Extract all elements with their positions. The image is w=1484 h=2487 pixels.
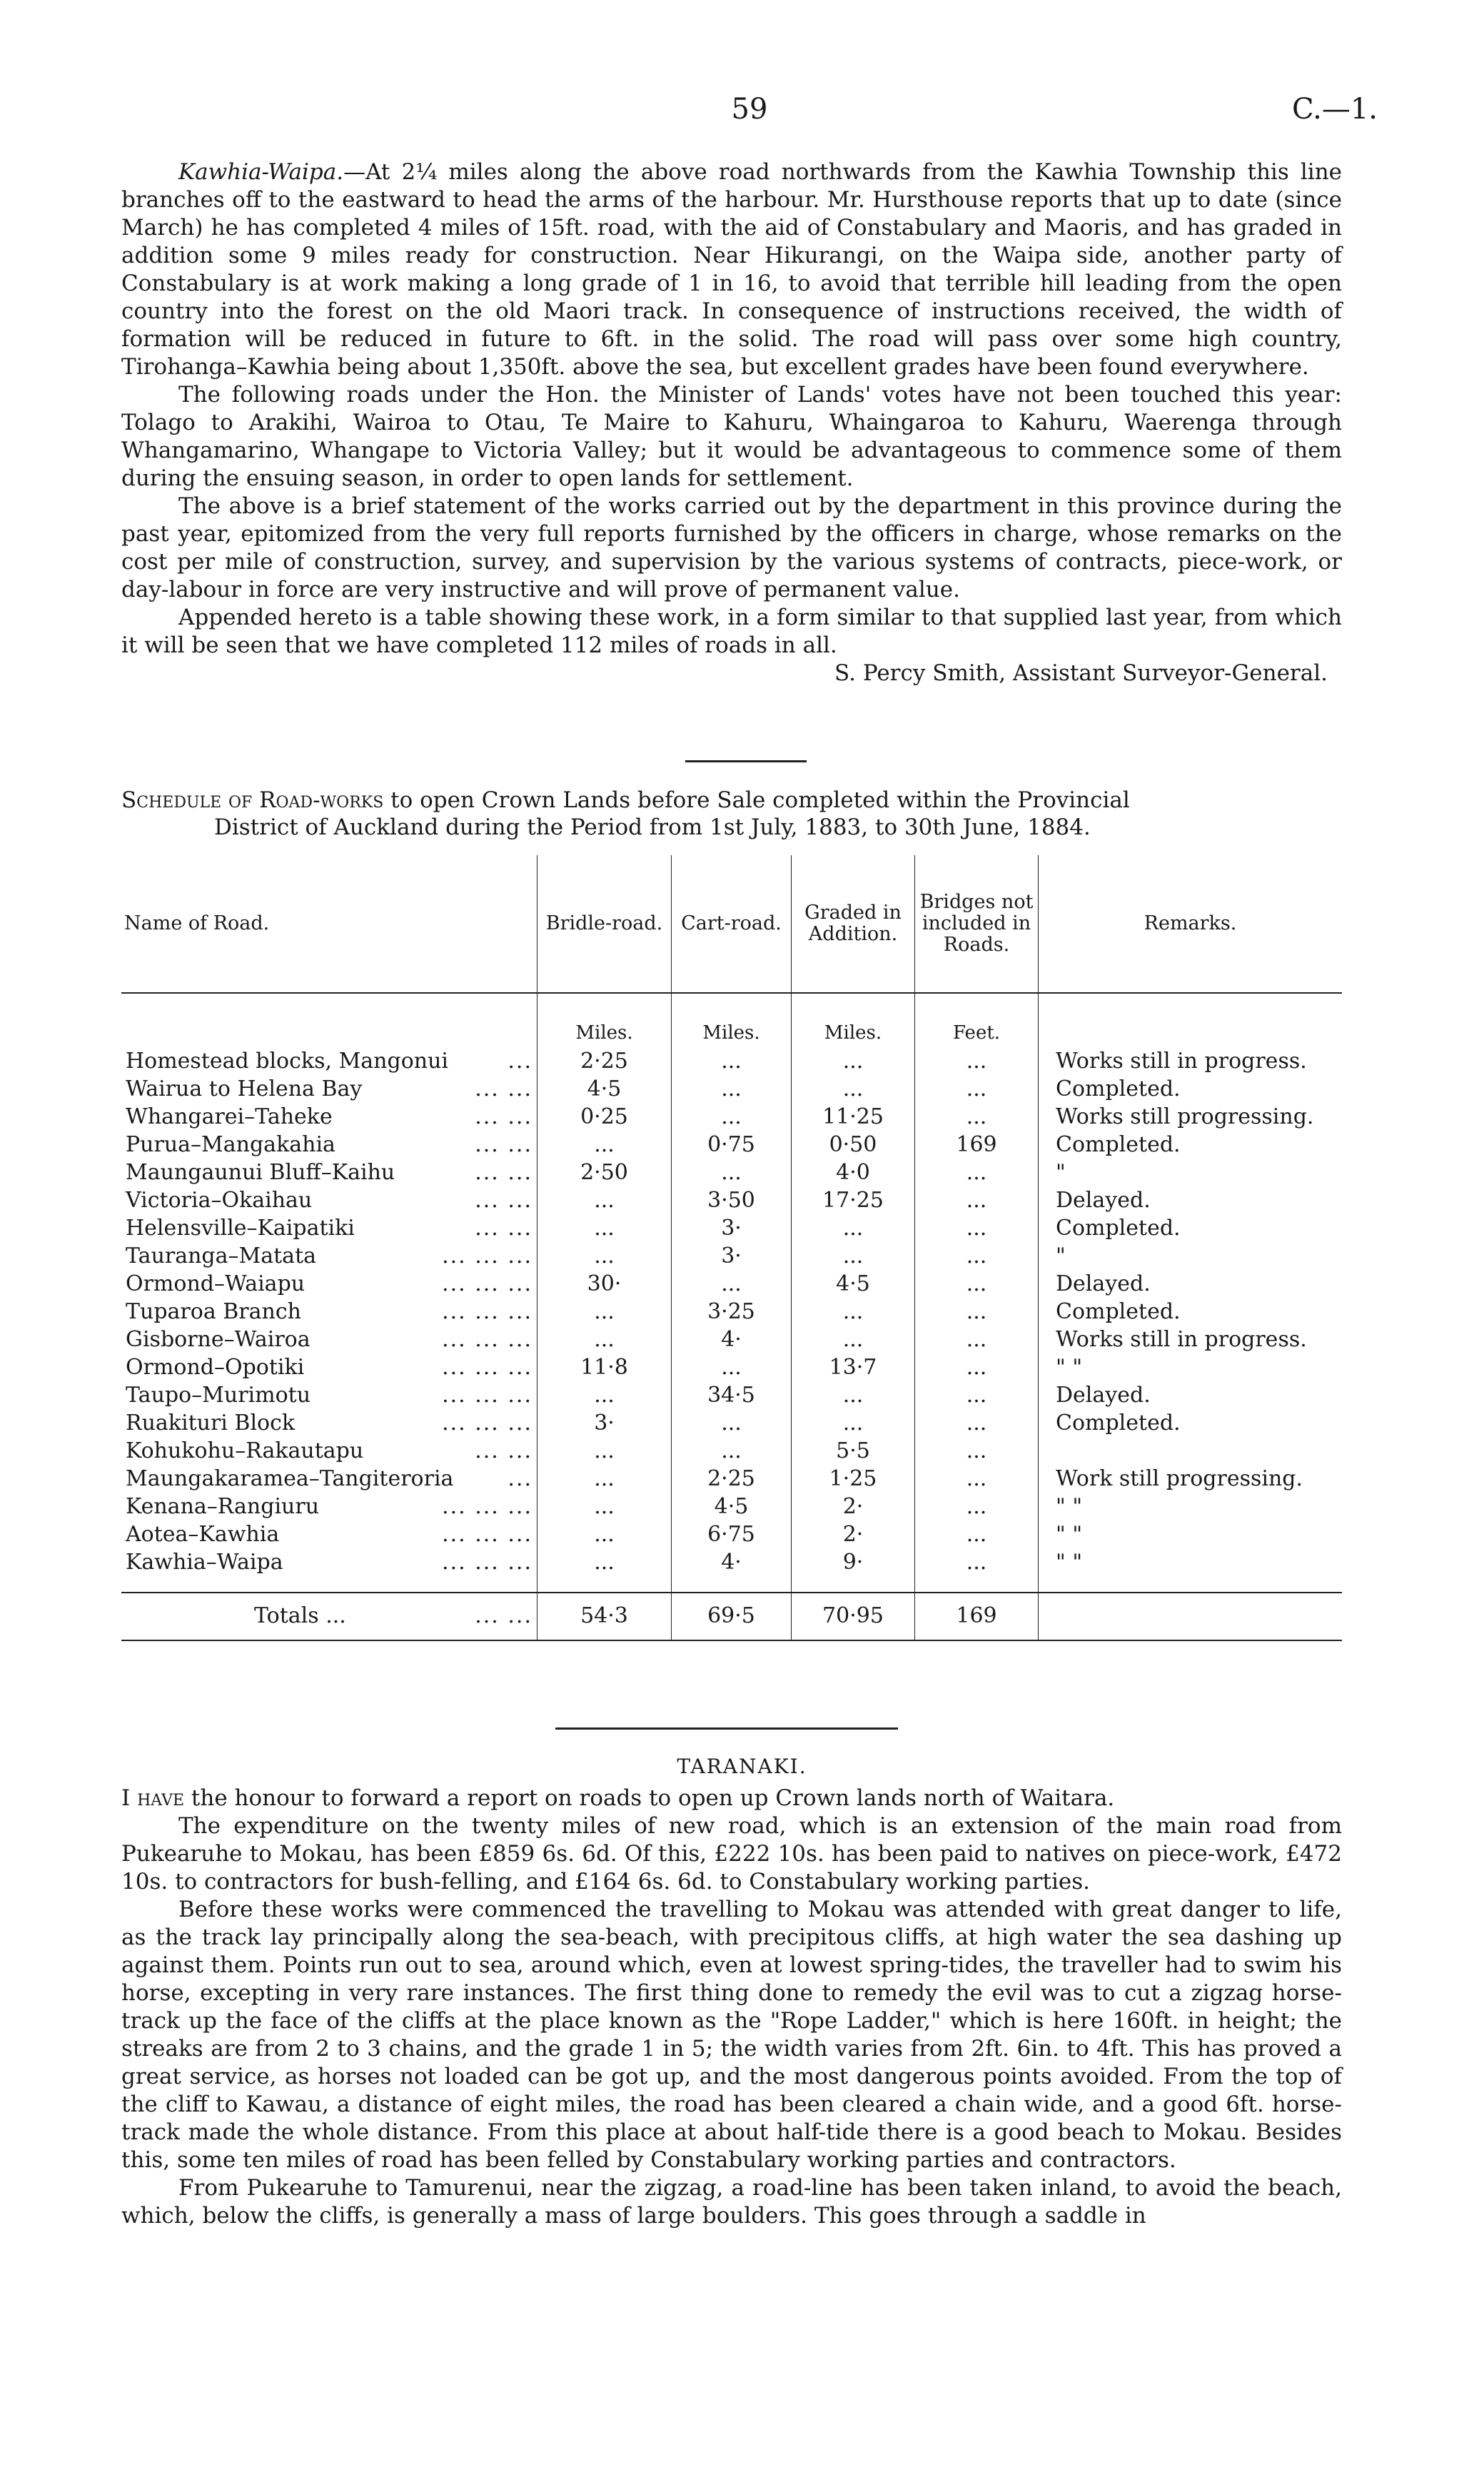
leader-dots: ... ... <box>475 1104 532 1129</box>
leader-dots: ... ... <box>475 1188 532 1213</box>
bridges-value: ... <box>915 1409 1039 1437</box>
table-row <box>121 1326 1342 1353</box>
cart-value: 2·25 <box>672 1465 792 1493</box>
road-name: Victoria–Okaihau <box>126 1188 313 1213</box>
schedule-title-lead: Schedule of Road-works <box>121 787 384 813</box>
graded-value: ... <box>792 1298 915 1326</box>
graded-value: ... <box>792 1047 915 1075</box>
taranaki-section <box>121 1785 1342 2230</box>
bridle-value: ... <box>537 1186 672 1214</box>
remarks-value: " <box>1039 1242 1343 1270</box>
table-header-row <box>121 855 1342 993</box>
remarks-value: Completed. <box>1039 1409 1343 1437</box>
remarks-value: Works still progressing. <box>1039 1103 1343 1131</box>
page-number: 59 <box>731 93 768 126</box>
table-row <box>121 1242 1342 1270</box>
remarks-value: Works still in progress. <box>1039 1047 1343 1075</box>
bridges-value: 169 <box>915 1131 1039 1159</box>
remarks-value: Completed. <box>1039 1131 1343 1159</box>
bridges-value: ... <box>915 1520 1039 1548</box>
remarks-value: " " <box>1039 1353 1343 1381</box>
divider <box>555 1727 898 1730</box>
table-row <box>121 1493 1342 1520</box>
schedule-title: Schedule of Road-works to open Crown Lands before Sale completed within the Provincial District of Auckland during the Period from 1st July, 1883, to 30th June, 1884. <box>121 787 1130 840</box>
bridges-value: ... <box>915 1214 1039 1242</box>
remarks-value: Completed. <box>1039 1214 1343 1242</box>
paragraph: The above is a brief statement of the works carried out by the department in this province during the past year, epitomized from the very full reports furnished by the officers in charge, whose remarks on the cost per mile of construction, survey, and supervision by the various systems of contracts, piece-work, or day-labour in force are very instructive and will prove of permanent value. <box>121 493 1342 602</box>
leader-dots: ... ... <box>475 1216 532 1241</box>
bridges-value: ... <box>915 1242 1039 1270</box>
total-bridges: 169 <box>915 1593 1039 1640</box>
bridle-value: ... <box>537 1131 672 1159</box>
total-bridle: 54·3 <box>537 1593 672 1640</box>
bridges-value: ... <box>915 1298 1039 1326</box>
graded-value: ... <box>792 1075 915 1103</box>
road-name: Ormond–Waiapu <box>126 1271 306 1296</box>
leader-dots: ... ... ... <box>442 1244 532 1268</box>
remarks-value: " " <box>1039 1493 1343 1520</box>
unit-cart: Miles. <box>672 993 792 1047</box>
unit-bridges: Feet. <box>915 993 1039 1047</box>
graded-value: ... <box>792 1409 915 1437</box>
bridle-value: ... <box>537 1326 672 1353</box>
table-row <box>121 1548 1342 1593</box>
road-name: Kohukohu–Rakautapu <box>126 1438 364 1463</box>
table-row <box>121 1047 1342 1075</box>
col-graded-header: Graded in Addition. <box>792 855 915 993</box>
bridle-value: ... <box>537 1437 672 1465</box>
table-row <box>121 1186 1342 1214</box>
cart-value: 6·75 <box>672 1520 792 1548</box>
road-name: Helensville–Kaipatiki <box>126 1216 355 1241</box>
road-name: Homestead blocks, Mangonui <box>126 1049 448 1074</box>
road-name: Purua–Mangakahia <box>126 1132 335 1157</box>
totals-row <box>121 1593 1342 1640</box>
graded-value: 2· <box>792 1493 915 1520</box>
table-row <box>121 1409 1342 1437</box>
cart-value: ... <box>672 1353 792 1381</box>
cart-value: 3·50 <box>672 1186 792 1214</box>
graded-value: 11·25 <box>792 1103 915 1131</box>
document-code: C.—1. <box>1291 93 1378 126</box>
cart-value: 3·25 <box>672 1298 792 1326</box>
leader-dots: ... ... ... <box>442 1494 532 1519</box>
bridle-value: 3· <box>537 1409 672 1437</box>
graded-value: ... <box>792 1326 915 1353</box>
graded-value: ... <box>792 1381 915 1409</box>
leader-dots: ... ... ... <box>442 1271 532 1296</box>
kawhia-waipa-section <box>121 158 1342 687</box>
leader-dots: ... ... ... <box>442 1550 532 1575</box>
bridle-value: ... <box>537 1493 672 1520</box>
total-cart: 69·5 <box>672 1593 792 1640</box>
leader-dots: ... ... ... <box>442 1522 532 1547</box>
col-bridges-header: Bridges not included in Roads. <box>915 855 1039 993</box>
road-name: Taupo–Murimotu <box>126 1383 311 1408</box>
table-row <box>121 1520 1342 1548</box>
bridges-value: ... <box>915 1326 1039 1353</box>
road-name: Ruakituri Block <box>126 1411 296 1436</box>
table-row <box>121 1159 1342 1186</box>
leader-dots: ... ... ... <box>442 1327 532 1352</box>
table-row <box>121 1103 1342 1131</box>
paragraph: The following roads under the Hon. the Minister of Lands' votes have not been touched this year: Tolago to Arakihi, Wairoa to Otau, Te Maire to Kahuru, Whaingaroa to Kahuru, Waerenga through Whangamarino, Whangape to Victoria Valley; but it would be advantageous to commence some of them during the ensuing season, in order to open lands for settlement. <box>121 382 1342 491</box>
bridges-value: ... <box>915 1270 1039 1298</box>
cart-value: 3· <box>672 1214 792 1242</box>
cart-value: ... <box>672 1103 792 1131</box>
road-name: Tauranga–Matata <box>126 1244 317 1268</box>
col-bridle-header: Bridle-road. <box>537 855 672 993</box>
table-row <box>121 1270 1342 1298</box>
remarks-value: " " <box>1039 1548 1343 1593</box>
graded-value: ... <box>792 1242 915 1270</box>
road-name: Kenana–Rangiuru <box>126 1494 320 1519</box>
road-name: Aotea–Kawhia <box>126 1522 280 1547</box>
remarks-value: Completed. <box>1039 1075 1343 1103</box>
bridle-value: 2·25 <box>537 1047 672 1075</box>
table-row <box>121 1214 1342 1242</box>
cart-value: ... <box>672 1075 792 1103</box>
paragraph: I have the honour to forward a report on roads to open up Crown lands north of Waitara. <box>121 1785 1115 1811</box>
totals-label: Totals ... <box>254 1603 346 1628</box>
remarks-value: Delayed. <box>1039 1270 1343 1298</box>
table-row <box>121 1131 1342 1159</box>
leader-dots: ... ... <box>475 1438 532 1463</box>
bridle-value: 4·5 <box>537 1075 672 1103</box>
cart-value: 3· <box>672 1242 792 1270</box>
bridges-value: ... <box>915 1075 1039 1103</box>
cart-value: ... <box>672 1437 792 1465</box>
road-name: Maungaunui Bluff–Kaihu <box>126 1160 395 1185</box>
remarks-value: Completed. <box>1039 1298 1343 1326</box>
table-row <box>121 1437 1342 1465</box>
leader-dots: ... ... ... <box>442 1299 532 1324</box>
leader-dots: ... ... ... <box>442 1411 532 1436</box>
bridges-value: ... <box>915 1465 1039 1493</box>
taranaki-heading: TARANAKI. <box>677 1755 807 1778</box>
table-row <box>121 1465 1342 1493</box>
leader-dots: ... ... <box>475 1076 532 1101</box>
cart-value: ... <box>672 1409 792 1437</box>
paragraph: From Pukearuhe to Tamurenui, near the zigzag, a road-line has been taken inland, to avoid the beach, which, below the cliffs, is generally a mass of large boulders. This goes through a saddle in <box>121 2175 1342 2229</box>
road-name: Wairua to Helena Bay <box>126 1076 363 1101</box>
remarks-value: Work still progressing. <box>1039 1465 1343 1493</box>
road-name: Kawhia–Waipa <box>126 1550 283 1575</box>
bridges-value: ... <box>915 1103 1039 1131</box>
cart-value: ... <box>672 1270 792 1298</box>
schedule-table <box>121 855 1342 1641</box>
paragraph: The expenditure on the twenty miles of new road, which is an extension of the main road from Pukearuhe to Mokau, has been £859 6s. 6d. Of this, £222 10s. has been paid to natives on piece-work, £472 10s. to contractors for bush-felling, and £164 6s. 6d. to Constabulary working parties. <box>121 1813 1342 1895</box>
divider <box>685 760 807 762</box>
graded-value: 2· <box>792 1520 915 1548</box>
col-name-header: Name of Road. <box>121 855 537 993</box>
bridle-value: ... <box>537 1381 672 1409</box>
leader-dots: ... ... ... <box>442 1355 532 1380</box>
graded-value: 4·0 <box>792 1159 915 1186</box>
leader-dots: ... <box>508 1049 532 1074</box>
bridle-value: ... <box>537 1242 672 1270</box>
leader-dots: ... ... <box>475 1132 532 1157</box>
bridle-value: ... <box>537 1548 672 1593</box>
paragraph: Before these works were commenced the travelling to Mokau was attended with great danger to life, as the track lay principally along the sea-beach, with precipitous cliffs, at high water the sea dashing up against them. Points run out to sea, around which, even at lowest spring-tides, the traveller had to swim his horse, excepting in very rare instances. The first thing done to remedy the evil was to cut a zigzag horse-track up the face of the cliffs at the place known as the "Rope Ladder," which is here 160ft. in height; the streaks are from 2 to 3 chains, and the grade 1 in 5; the width varies from 2ft. 6in. to 4ft. This has proved a great service, as horses not loaded can be got up, and the most dangerous points avoided. From the top of the cliff to Kawau, a distance of eight miles, the road has been cleared a chain wide, and a good 6ft. horse-track made the whole distance. From this place at about half-tide there is a good beach to Mokau. Besides this, some ten miles of road has been felled by Constabulary working parties and contractors. <box>121 1897 1342 2173</box>
road-name: Ormond–Opotiki <box>126 1355 305 1380</box>
cart-value: ... <box>672 1047 792 1075</box>
bridle-value: 11·8 <box>537 1353 672 1381</box>
graded-value: ... <box>792 1214 915 1242</box>
cart-value: 4·5 <box>672 1493 792 1520</box>
graded-value: 5·5 <box>792 1437 915 1465</box>
bridges-value: ... <box>915 1493 1039 1520</box>
unit-bridle: Miles. <box>537 993 672 1047</box>
leader-dots: ... ... ... <box>442 1383 532 1408</box>
road-name: Maungakaramea–Tangiteroria <box>126 1466 454 1491</box>
bridle-value: 0·25 <box>537 1103 672 1131</box>
graded-value: 0·50 <box>792 1131 915 1159</box>
section-heading: Kawhia-Waipa. <box>178 159 344 185</box>
bridges-value: ... <box>915 1381 1039 1409</box>
bridges-value: ... <box>915 1047 1039 1075</box>
bridle-value: ... <box>537 1214 672 1242</box>
bridle-value: ... <box>537 1465 672 1493</box>
remarks-value: Works still in progress. <box>1039 1326 1343 1353</box>
table-row <box>121 1353 1342 1381</box>
signature: S. Percy Smith, Assistant Surveyor-General. <box>834 660 1328 686</box>
bridle-value: ... <box>537 1520 672 1548</box>
bridges-value: ... <box>915 1353 1039 1381</box>
bridle-value: 2·50 <box>537 1159 672 1186</box>
graded-value: 13·7 <box>792 1353 915 1381</box>
paragraph: Appended hereto is a table showing these work, in a form similar to that supplied last year, from which it will be seen that we have completed 112 miles of roads in all. <box>121 605 1342 658</box>
cart-value: 0·75 <box>672 1131 792 1159</box>
table-row <box>121 1381 1342 1409</box>
remarks-value <box>1039 1437 1343 1465</box>
graded-value: 4·5 <box>792 1270 915 1298</box>
col-remarks-header: Remarks. <box>1039 855 1343 993</box>
road-name: Whangarei–Taheke <box>126 1104 333 1129</box>
bridges-value: ... <box>915 1548 1039 1593</box>
remarks-value: Delayed. <box>1039 1381 1343 1409</box>
bridges-value: ... <box>915 1159 1039 1186</box>
remarks-value: " " <box>1039 1520 1343 1548</box>
col-cart-header: Cart-road. <box>672 855 792 993</box>
cart-value: 4· <box>672 1548 792 1593</box>
leader-dots: ... ... <box>475 1603 532 1628</box>
road-name: Gisborne–Wairoa <box>126 1327 311 1352</box>
graded-value: 17·25 <box>792 1186 915 1214</box>
paragraph: Kawhia-Waipa.—At 2¼ miles along the above road northwards from the Kawhia Township this line branches off to the eastward to head the arms of the harbour. Mr. Hursthouse reports that up to date (since March) he has completed 4 miles of 15ft. road, with the aid of Constabulary and Maoris, and has graded in addition some 9 miles ready for construction. Near Hikurangi, on the Waipa side, another party of Constabulary is at work making a long grade of 1 in 16, to avoid that terrible hill leading from the open country into the forest on the old Maori track. In consequence of instructions received, the width of formation will be reduced in future to 6ft. in the solid. The road will pass over some high country, Tirohanga–Kawhia being about 1,350ft. above the sea, but excellent grades have been found everywhere. <box>121 159 1342 380</box>
leader-dots: ... <box>508 1466 532 1491</box>
graded-value: 1·25 <box>792 1465 915 1493</box>
leader-dots: ... ... <box>475 1160 532 1185</box>
bridle-value: ... <box>537 1298 672 1326</box>
cart-value: ... <box>672 1159 792 1186</box>
total-graded: 70·95 <box>792 1593 915 1640</box>
remarks-value: " <box>1039 1159 1343 1186</box>
bridges-value: ... <box>915 1437 1039 1465</box>
table-row <box>121 1298 1342 1326</box>
units-row <box>121 993 1342 1047</box>
remarks-value: Delayed. <box>1039 1186 1343 1214</box>
table-row <box>121 1075 1342 1103</box>
bridle-value: 30· <box>537 1270 672 1298</box>
cart-value: 34·5 <box>672 1381 792 1409</box>
road-name: Tuparoa Branch <box>126 1299 301 1324</box>
cart-value: 4· <box>672 1326 792 1353</box>
graded-value: 9· <box>792 1548 915 1593</box>
bridges-value: ... <box>915 1186 1039 1214</box>
unit-graded: Miles. <box>792 993 915 1047</box>
